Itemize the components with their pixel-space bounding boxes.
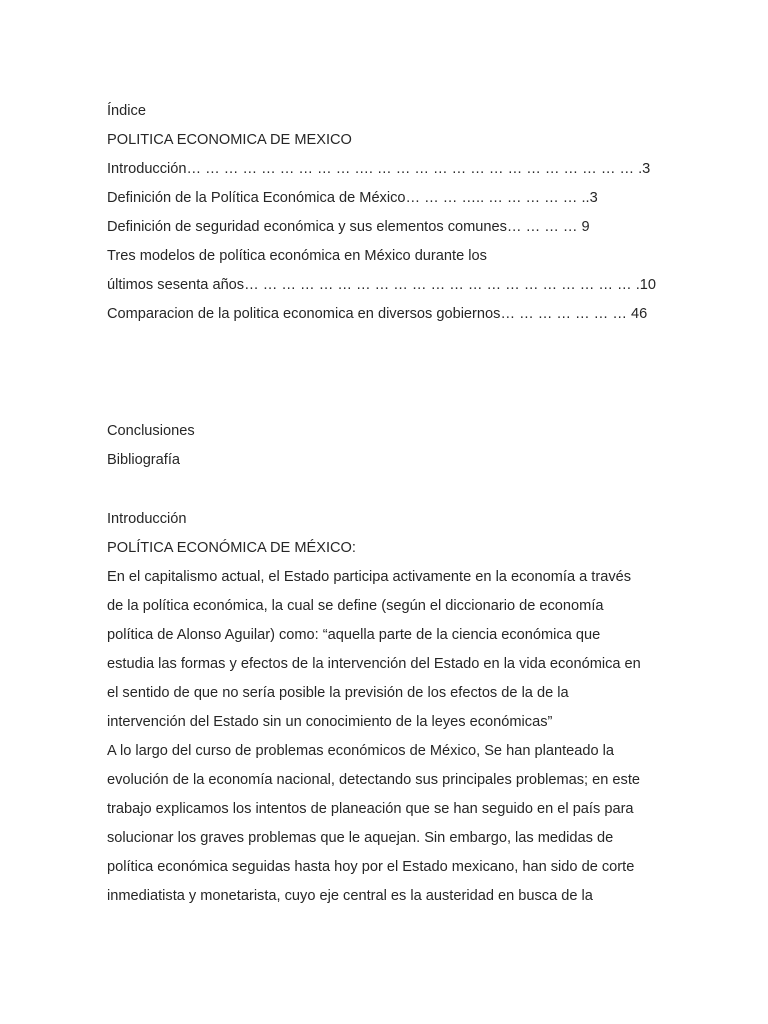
- paragraph-line: evolución de la economía nacional, detectando sus principales problemas; en este: [107, 772, 641, 788]
- toc-entry: Definición de la Política Económica de México… … … ….. … … … … … ..3: [107, 190, 598, 206]
- paragraph-line: el sentido de que no sería posible la previsión de los efectos de la de la: [107, 685, 569, 701]
- paragraph-line: trabajo explicamos los intentos de planeación que se han seguido en el país para: [107, 801, 634, 817]
- toc-entry: Introducción… … … … … … … … … …. … … … … … … … … … … … … … … .3: [107, 161, 651, 177]
- toc-entry: Tres modelos de política económica en México durante los: [107, 248, 487, 264]
- toc-entry: Definición de seguridad económica y sus elementos comunes… … … … 9: [107, 219, 590, 235]
- toc-conclusions: Conclusiones: [107, 423, 195, 439]
- table-of-contents: [107, 97, 656, 329]
- paragraph-line: inmediatista y monetarista, cuyo eje central es la austeridad en busca de la: [107, 888, 593, 904]
- paragraph-line: estudia las formas y efectos de la intervención del Estado en la vida económica en: [107, 656, 641, 672]
- toc-heading: Índice: [107, 103, 146, 119]
- introduction-section: [107, 505, 641, 911]
- toc-extras: [107, 417, 195, 475]
- paragraph-line: solucionar los graves problemas que le aquejan. Sin embargo, las medidas de: [107, 830, 614, 846]
- toc-bibliography: Bibliografía: [107, 452, 181, 468]
- paragraph-line: de la política económica, la cual se define (según el diccionario de economía: [107, 598, 604, 614]
- toc-entry: últimos sesenta años… … … … … … … … … … … … … … … … … … … … … .10: [107, 277, 656, 293]
- section-title: POLÍTICA ECONÓMICA DE MÉXICO:: [107, 540, 356, 556]
- paragraph-line: intervención del Estado sin un conocimiento de la leyes económicas”: [107, 714, 553, 730]
- paragraph-line: En el capitalismo actual, el Estado participa activamente en la economía a través: [107, 569, 632, 585]
- toc-title: POLITICA ECONOMICA DE MEXICO: [107, 132, 352, 148]
- toc-entry: Comparacion de la politica economica en diversos gobiernos… … … … … … … 46: [107, 306, 648, 322]
- section-label: Introducción: [107, 511, 187, 527]
- paragraph-line: política de Alonso Aguilar) como: “aquella parte de la ciencia económica que: [107, 627, 601, 643]
- paragraph-line: A lo largo del curso de problemas económicos de México, Se han planteado la: [107, 743, 615, 759]
- paragraph-line: política económica seguidas hasta hoy por el Estado mexicano, han sido de corte: [107, 859, 635, 875]
